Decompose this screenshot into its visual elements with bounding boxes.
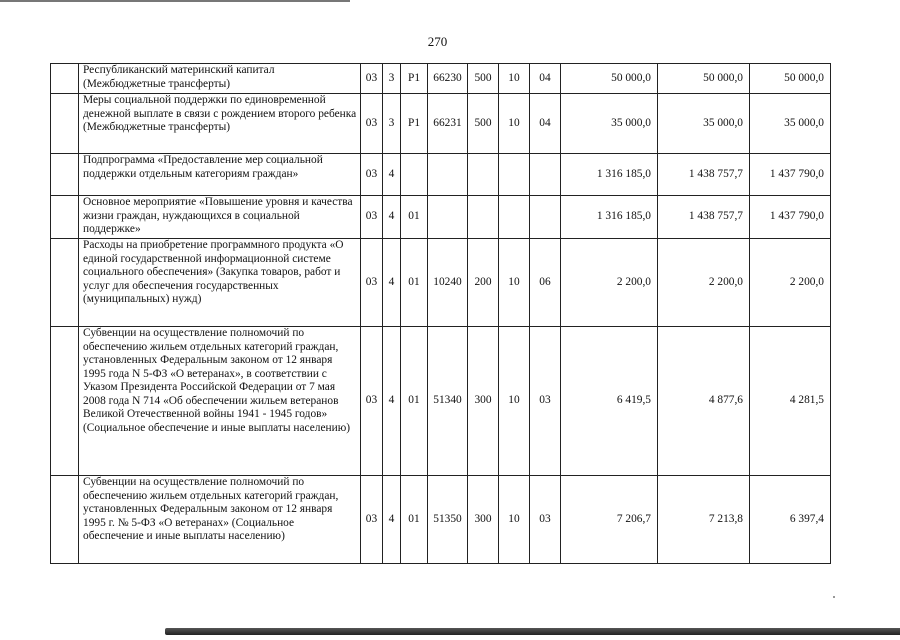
row-description: Подпрограмма «Предоставление мер социальной поддержки отдельным категориям граждан» (79, 154, 361, 196)
amount-year-2: 50 000,0 (658, 64, 750, 94)
subsection-code: 03 (530, 476, 561, 564)
amount-year-1: 1 316 185,0 (561, 154, 658, 196)
event-code: 01 (401, 327, 428, 476)
program-code: 03 (361, 239, 383, 327)
row-description: Меры социальной поддержки по единовременной денежной выплате в связи с рождением второго ребенка (Межбюджетные трансферты) (79, 94, 361, 154)
table-row (51, 327, 831, 476)
amount-year-3: 1 437 790,0 (750, 154, 831, 196)
event-code: 01 (401, 476, 428, 564)
expense-type-code (468, 154, 499, 196)
expense-type-code (468, 196, 499, 239)
row-description: Республиканский материнский капитал (Межбюджетные трансферты) (79, 64, 361, 94)
index-cell (51, 196, 79, 239)
section-code: 10 (499, 476, 530, 564)
program-code: 03 (361, 64, 383, 94)
direction-code (428, 196, 468, 239)
subprogram-code: 4 (383, 476, 401, 564)
section-code: 10 (499, 239, 530, 327)
row-description: Субвенции на осуществление полномочий по обеспечению жильем отдельных категорий граждан, установленных Федеральным законом от 12 января 1995 г. № 5-ФЗ «О ветеранах» (Социальное обеспечение и иные выплаты населению) (79, 476, 361, 564)
amount-year-2: 1 438 757,7 (658, 196, 750, 239)
direction-code (428, 154, 468, 196)
table-row (51, 94, 831, 154)
subprogram-code: 4 (383, 327, 401, 476)
section-code (499, 196, 530, 239)
expense-type-code: 300 (468, 327, 499, 476)
scan-edge-line (0, 0, 350, 2)
amount-year-3: 2 200,0 (750, 239, 831, 327)
section-code: 10 (499, 327, 530, 476)
amount-year-3: 6 397,4 (750, 476, 831, 564)
program-code: 03 (361, 196, 383, 239)
subprogram-code: 3 (383, 64, 401, 94)
amount-year-1: 35 000,0 (561, 94, 658, 154)
section-code: 10 (499, 64, 530, 94)
expense-type-code: 500 (468, 64, 499, 94)
direction-code: 51340 (428, 327, 468, 476)
direction-code: 10240 (428, 239, 468, 327)
index-cell (51, 239, 79, 327)
direction-code: 66231 (428, 94, 468, 154)
event-code: 01 (401, 239, 428, 327)
amount-year-1: 1 316 185,0 (561, 196, 658, 239)
table-row (51, 196, 831, 239)
amount-year-1: 7 206,7 (561, 476, 658, 564)
expense-type-code: 500 (468, 94, 499, 154)
subsection-code: 06 (530, 239, 561, 327)
amount-year-3: 4 281,5 (750, 327, 831, 476)
event-code: Р1 (401, 64, 428, 94)
amount-year-2: 4 877,6 (658, 327, 750, 476)
expense-type-code: 300 (468, 476, 499, 564)
event-code: Р1 (401, 94, 428, 154)
amount-year-1: 6 419,5 (561, 327, 658, 476)
row-description: Субвенции на осуществление полномочий по обеспечению жильем отдельных категорий граждан, установленных Федеральным законом от 12 января 1995 года N 5-ФЗ «О ветеранах», в соответствии с Указом Президента Российской Федерации от 7 мая 2008 года N 714 «Об обеспечении жильем ветеранов Великой Отечественной войны 1941 - 1945 годов» (Социальное обеспечение и иные выплаты населению) (79, 327, 361, 476)
row-description: Расходы на приобретение программного продукта «О единой государственной информационной системе социального обеспечения» (Закупка товаров, работ и услуг для обеспечения государственных (муниципальных) нужд) (79, 239, 361, 327)
expense-type-code: 200 (468, 239, 499, 327)
subsection-code: 03 (530, 327, 561, 476)
program-code: 03 (361, 327, 383, 476)
table-row (51, 476, 831, 564)
section-code (499, 154, 530, 196)
table-row (51, 154, 831, 196)
budget-table (50, 63, 831, 564)
table-row (51, 64, 831, 94)
program-code: 03 (361, 476, 383, 564)
scan-speck (833, 596, 835, 598)
subsection-code (530, 196, 561, 239)
amount-year-1: 50 000,0 (561, 64, 658, 94)
amount-year-3: 50 000,0 (750, 64, 831, 94)
amount-year-3: 1 437 790,0 (750, 196, 831, 239)
subprogram-code: 3 (383, 94, 401, 154)
row-description: Основное мероприятие «Повышение уровня и качества жизни граждан, нуждающихся в социальной поддержке» (79, 196, 361, 239)
index-cell (51, 476, 79, 564)
amount-year-2: 2 200,0 (658, 239, 750, 327)
amount-year-2: 1 438 757,7 (658, 154, 750, 196)
section-code: 10 (499, 94, 530, 154)
subprogram-code: 4 (383, 239, 401, 327)
page-number: 270 (427, 34, 448, 49)
program-code: 03 (361, 154, 383, 196)
index-cell (51, 327, 79, 476)
direction-code: 51350 (428, 476, 468, 564)
event-code (401, 154, 428, 196)
scan-edge-shadow (165, 628, 900, 635)
subsection-code (530, 154, 561, 196)
amount-year-2: 35 000,0 (658, 94, 750, 154)
index-cell (51, 94, 79, 154)
index-cell (51, 154, 79, 196)
table-row (51, 239, 831, 327)
amount-year-2: 7 213,8 (658, 476, 750, 564)
index-cell (51, 64, 79, 94)
subprogram-code: 4 (383, 196, 401, 239)
amount-year-3: 35 000,0 (750, 94, 831, 154)
event-code: 01 (401, 196, 428, 239)
direction-code: 66230 (428, 64, 468, 94)
program-code: 03 (361, 94, 383, 154)
subsection-code: 04 (530, 94, 561, 154)
amount-year-1: 2 200,0 (561, 239, 658, 327)
subsection-code: 04 (530, 64, 561, 94)
subprogram-code: 4 (383, 154, 401, 196)
